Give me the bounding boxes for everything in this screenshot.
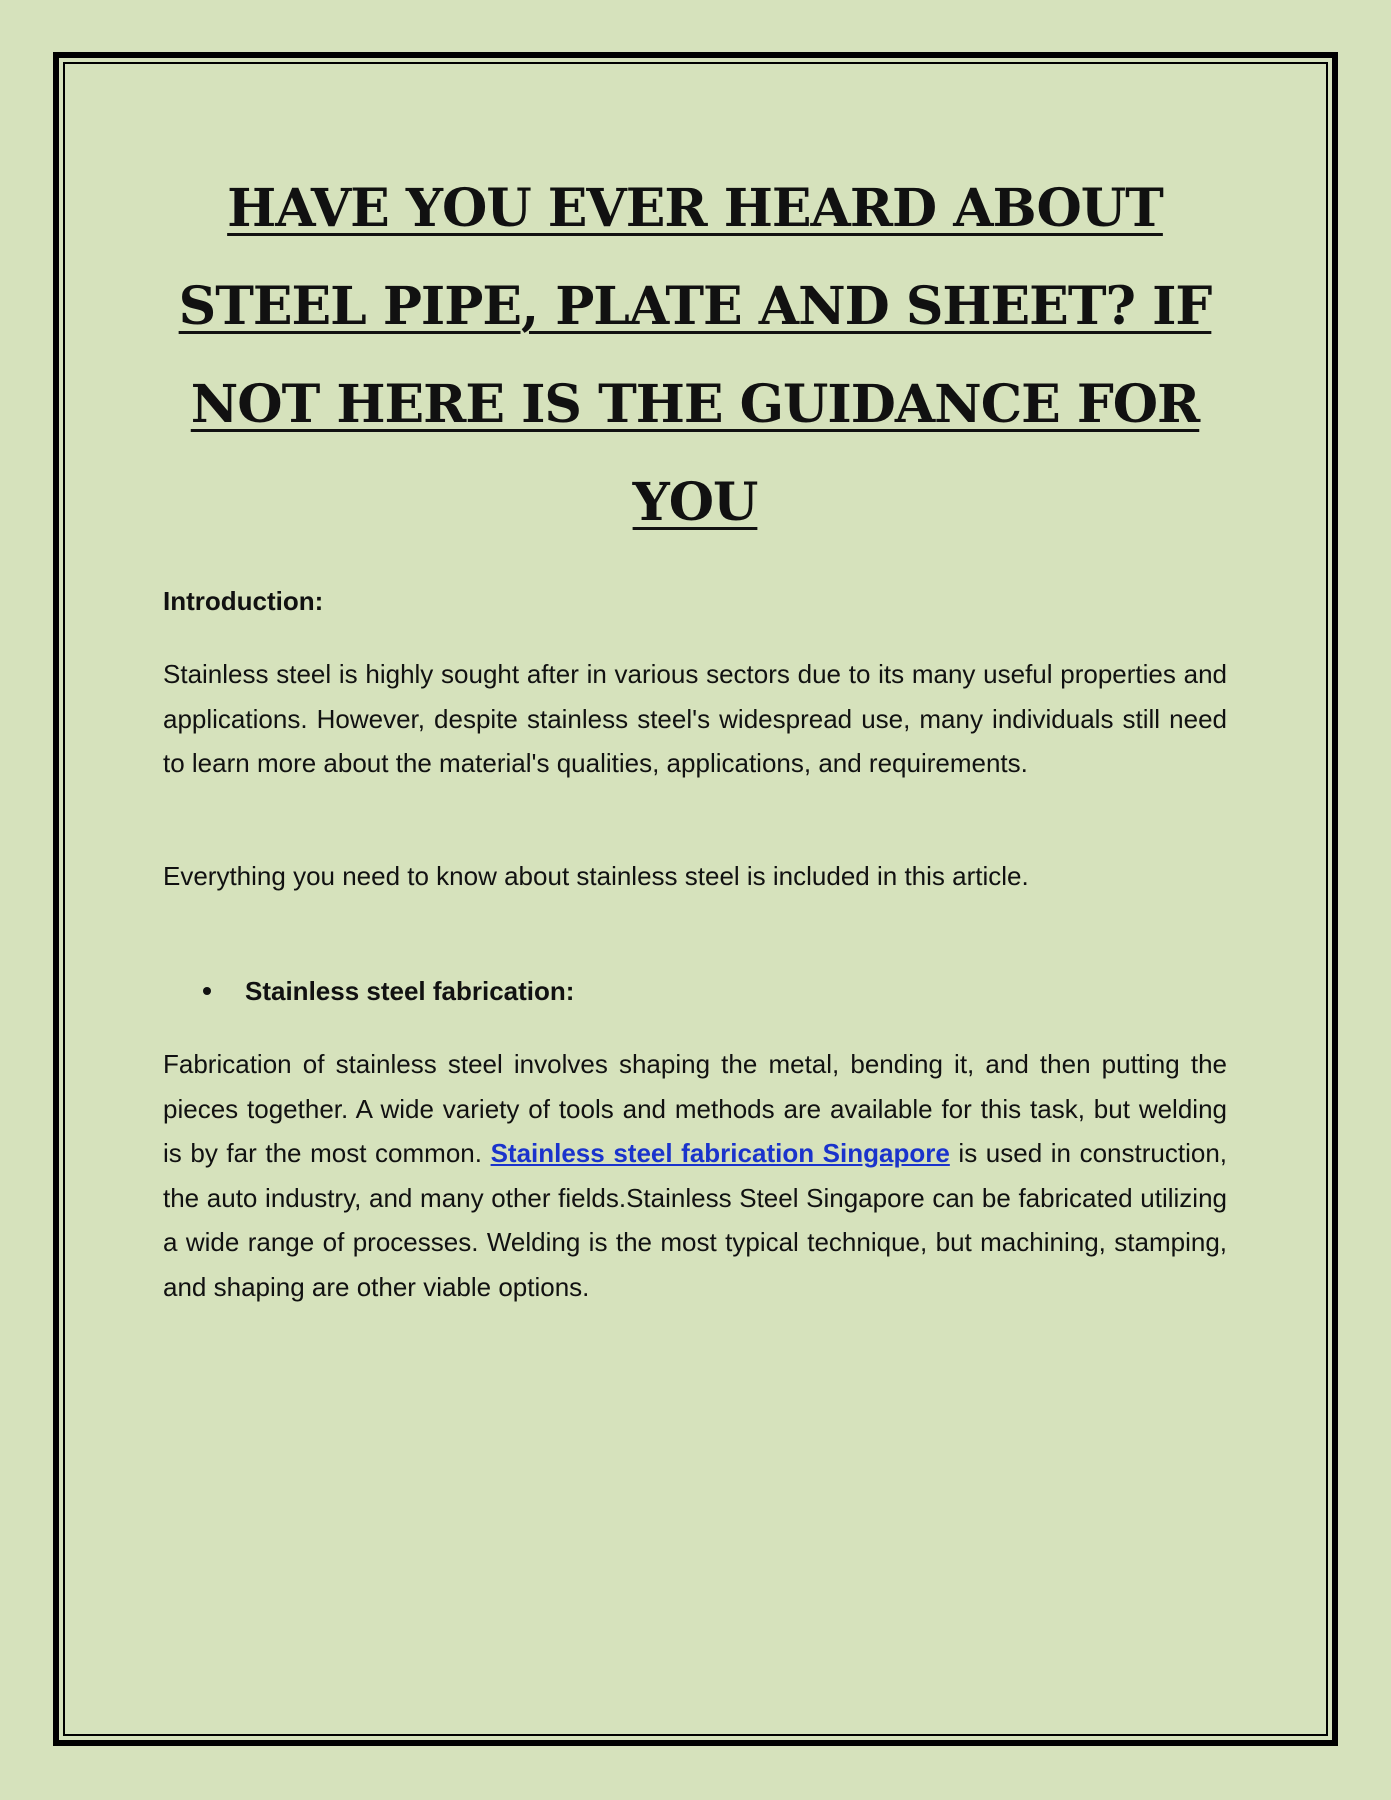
- fabrication-text-before-link: Fabrication of stainless steel involves shaping the metal, bending it, and then putting the pieces together. A wide variety of tools and methods are available for this task, but welding is by far the most common.: [163, 1049, 1227, 1168]
- title-line-2: STEEL PIPE, PLATE AND SHEET? IF: [178, 276, 1212, 337]
- bullet-item-fabrication: [203, 974, 1227, 1008]
- bullet-heading: Stainless steel fabrication:: [245, 976, 575, 1006]
- title-line-4: YOU: [632, 472, 758, 533]
- bullet-icon: [203, 987, 211, 995]
- page-title: [175, 160, 1215, 552]
- title-line-3: NOT HERE IS THE GUIDANCE FOR: [190, 374, 1200, 435]
- intro-paragraph-1: Stainless steel is highly sought after in various sectors due to its many useful properties and applications. However, despite stainless steel's widespread use, many individuals still need to learn more about the material's qualities, applications, and requirements.: [163, 659, 1227, 778]
- intro-heading: Introduction:: [163, 586, 324, 616]
- intro-paragraph-2: Everything you need to know about stainless steel is included in this article.: [163, 860, 1029, 891]
- stainless-steel-fabrication-link[interactable]: Stainless steel fabrication Singapore: [490, 1138, 950, 1168]
- fabrication-paragraph: [163, 1042, 1227, 1309]
- title-line-1: HAVE YOU EVER HEARD ABOUT: [227, 178, 1163, 239]
- fabrication-text-after-link: is used in construction, the auto industry, and many other fields.Stainless Steel Singapore can be fabricated utilizing a wide range of processes. Welding is the most typical technique, but machining, stamping, and shaping are other viable options.: [163, 1138, 1228, 1302]
- document-content: [163, 160, 1227, 1309]
